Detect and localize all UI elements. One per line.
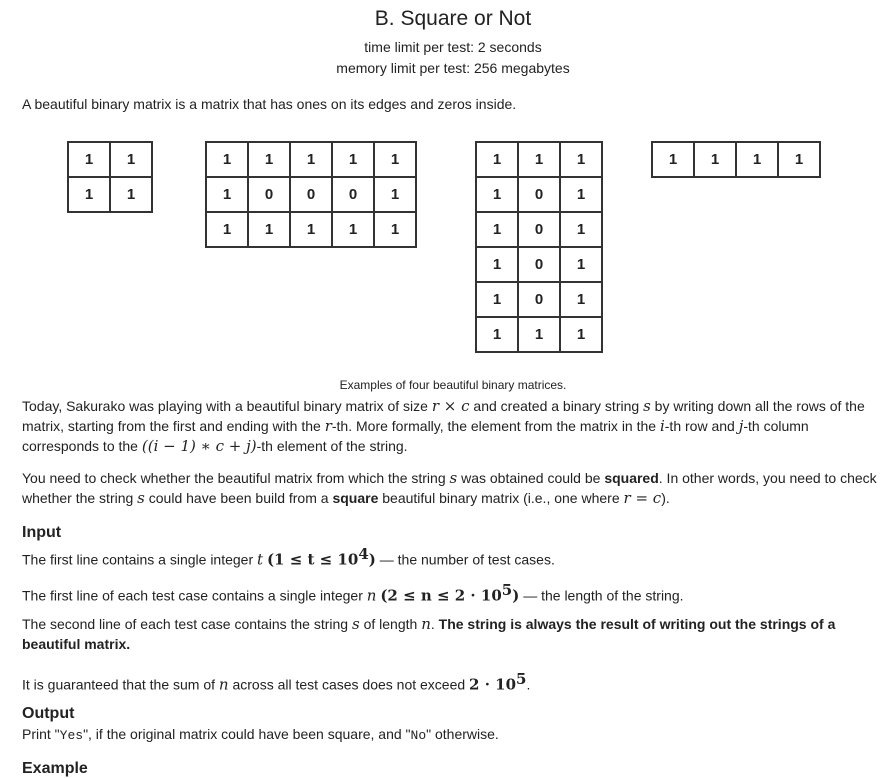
matrix-cell: 0 (518, 247, 560, 282)
memory-limit: memory limit per test: 256 megabytes (336, 60, 570, 76)
matrix-cell: 1 (518, 317, 560, 352)
matrix-cell: 0 (290, 177, 332, 212)
figure-caption: Examples of four beautiful binary matrices. (339, 378, 567, 392)
matrix-cell: 1 (694, 142, 736, 177)
matrix-cell: 1 (560, 282, 602, 317)
time-limit: time limit per test: 2 seconds (364, 39, 542, 55)
matrix-cell: 1 (374, 212, 416, 247)
input-line-2: The first line of each test case contains a single integer n $(2 \le n \le 2 \cdot 10^5)$ — the length of the string. (22, 581, 684, 605)
matrix-cell: 1 (68, 142, 110, 177)
matrix-cell: 1 (290, 142, 332, 177)
matrix-cell: 1 (68, 177, 110, 212)
matrix-example-2 (205, 141, 417, 248)
matrix-cell: 1 (560, 177, 602, 212)
matrix-row (68, 142, 152, 177)
matrix-cell: 1 (332, 142, 374, 177)
matrix-cell: 1 (652, 142, 694, 177)
matrix-row (476, 282, 602, 317)
matrix-cell: 1 (736, 142, 778, 177)
matrix-cell: 1 (290, 212, 332, 247)
matrix-example-3 (475, 141, 603, 353)
matrix-cell: 1 (476, 317, 518, 352)
output-heading: Output (22, 705, 75, 722)
matrix-cell: 1 (560, 247, 602, 282)
matrix-cell: 1 (332, 212, 374, 247)
matrix-cell: 1 (110, 177, 152, 212)
example-heading: Example (22, 760, 88, 777)
matrix-row (652, 142, 820, 177)
matrix-example-1 (67, 141, 153, 213)
input-line-1: The first line contains a single integer t $(1 \le t \le 10^4)$ — the number of test cases. (22, 545, 555, 569)
matrix-cell: 1 (206, 142, 248, 177)
matrix-cell: 1 (560, 212, 602, 247)
matrix-cell: 1 (560, 142, 602, 177)
matrix-row (476, 142, 602, 177)
matrix-cell: 0 (518, 212, 560, 247)
matrix-cell: 1 (476, 212, 518, 247)
intro-text: A beautiful binary matrix is a matrix that has ones on its edges and zeros inside. (22, 96, 517, 112)
matrix-cell: 1 (110, 142, 152, 177)
input-line-4: It is guaranteed that the sum of n across all test cases does not exceed $2 \cdot 10^5$. (22, 670, 531, 694)
matrix-cell: 0 (332, 177, 374, 212)
matrix-cell: 1 (206, 177, 248, 212)
matrix-row (206, 212, 416, 247)
matrix-cell: 1 (518, 142, 560, 177)
input-line-3: The second line of each test case contains the string s of length n. The string is always the result of writing out the strings of a beautiful matrix. (22, 615, 836, 652)
matrix-row (476, 317, 602, 352)
matrix-cell: 1 (248, 212, 290, 247)
input-heading: Input (22, 524, 62, 541)
matrix-cell: 1 (778, 142, 820, 177)
matrix-cell: 1 (476, 282, 518, 317)
matrix-cell: 1 (476, 177, 518, 212)
output-text: Print "Yes", if the original matrix could have been square, and "No" otherwise. (22, 726, 499, 743)
matrix-row (476, 177, 602, 212)
matrix-cell: 1 (476, 247, 518, 282)
problem-header (0, 0, 896, 79)
matrix-cell: 1 (374, 177, 416, 212)
matrix-cell: 1 (374, 142, 416, 177)
matrix-cell: 1 (248, 142, 290, 177)
matrix-cell: 0 (248, 177, 290, 212)
statement-paragraph-1: Today, Sakurako was playing with a beautiful binary matrix of size r × c and created a binary string s by writing down all the rows of the matrix, starting from the first and ending with the r-th. More formally, the element from the matrix in the i-th row and j-th column corresponds to the ((i − 1) ∗ c + j)-th element of the string. (22, 397, 865, 455)
matrix-cell: 1 (560, 317, 602, 352)
matrix-row (476, 212, 602, 247)
matrix-example-4 (651, 141, 821, 178)
matrix-row (68, 177, 152, 212)
matrix-cell: 0 (518, 177, 560, 212)
matrix-cell: 1 (476, 142, 518, 177)
matrix-row (206, 142, 416, 177)
problem-title: B. Square or Not (374, 7, 532, 30)
matrix-row (476, 247, 602, 282)
statement-paragraph-2: You need to check whether the beautiful matrix from which the string s was obtained could be squared. In other words, you need to check whether the string s could have been build from a square beautiful binary matrix (i.e., one where r = c). (22, 469, 877, 507)
matrix-row (206, 177, 416, 212)
matrix-cell: 0 (518, 282, 560, 317)
matrix-cell: 1 (206, 212, 248, 247)
